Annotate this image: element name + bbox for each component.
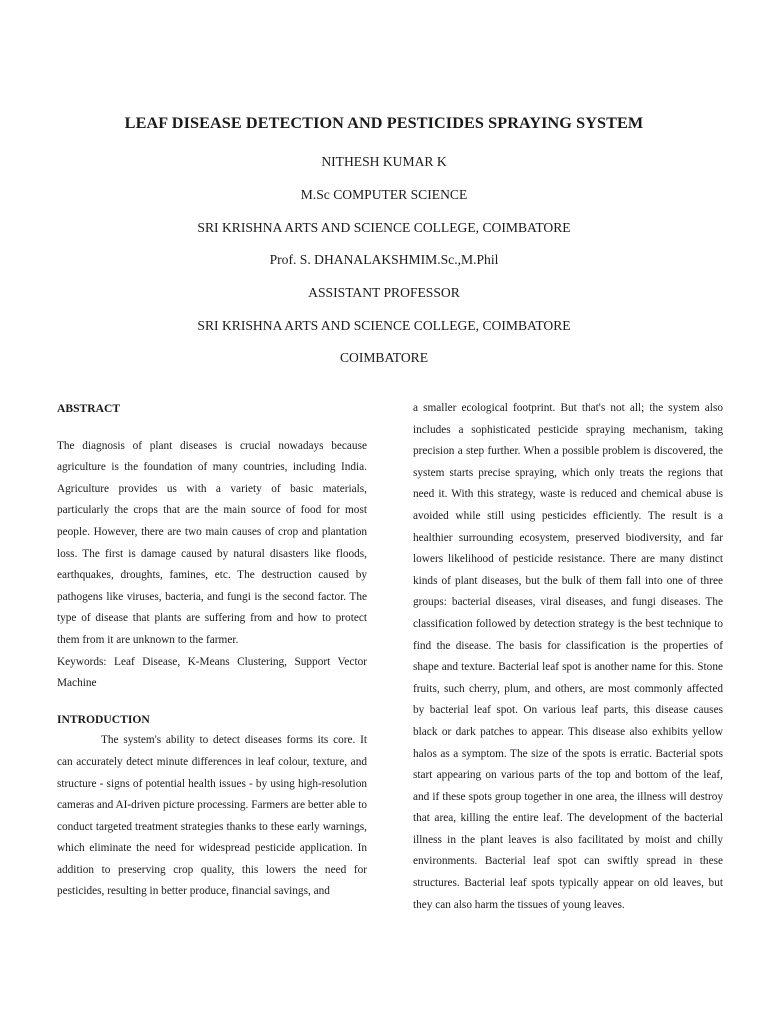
author-degree: M.Sc COMPUTER SCIENCE xyxy=(300,187,468,202)
abstract-paragraph: The diagnosis of plant diseases is crucial nowadays because agriculture is the foundation of many countries, including India. Agriculture provides us with a variety of basic materials, particularly the crops that are the main source of food for most people. However, there are two main causes of crop and plantation loss. The first is damage caused by natural disasters like floods, earthquakes, droughts, famines, etc. The destruction caused by pathogens like viruses, bacteria, and fungi is the second factor. The type of disease that plants are suffering from and how to protect them from it are unknown to the farmer. xyxy=(57,439,367,646)
introduction-paragraph: The system's ability to detect diseases forms its core. It can accurately detect minute differences in leaf colour, texture, and structure - signs of potential health issues - by using high-resolution cameras and AI-driven picture processing. Farmers are better able to conduct targeted treatment strategies thanks to these early warnings, which eliminate the need for widespread pesticide application. In addition to preserving crop quality, this lowers the need for pesticides, resulting in better produce, financial savings, and xyxy=(57,734,367,898)
author-name: NITHESH KUMAR K xyxy=(321,154,447,169)
paper-title: LEAF DISEASE DETECTION AND PESTICIDES SPRAYING SYSTEM xyxy=(124,114,644,132)
author-institution: SRI KRISHNA ARTS AND SCIENCE COLLEGE, COIMBATORE xyxy=(197,220,571,235)
guide-name: Prof. S. DHANALAKSHMIM.Sc.,M.Phil xyxy=(269,252,499,267)
introduction-heading: INTRODUCTION xyxy=(57,712,150,726)
guide-designation: ASSISTANT PROFESSOR xyxy=(308,285,460,300)
guide-institution: SRI KRISHNA ARTS AND SCIENCE COLLEGE, COIMBATORE xyxy=(197,318,571,333)
right-column-paragraph: a smaller ecological footprint. But that's not all; the system also includes a sophisticated pesticide spraying mechanism, taking precision a step further. When a possible problem is discovered, the system starts precise spraying, which only treats the regions that need it. With this strategy, waste is reduced and chemical abuse is avoided while still using pesticides efficiently. The result is a healthier surrounding ecosystem, preserved biodiversity, and far lowers likelihood of pesticide resistance. There are many distinct kinds of plant diseases, but the bulk of them fall into one of three groups: bacterial diseases, viral diseases, and fungi diseases. The classification followed by detection strategy is the best technique to find the disease. The basis for classification is the properties of shape and texture. Bacterial leaf spot is another name for this. Stone fruits, such cherry, plum, and others, are most commonly affected by bacterial leaf spot. On various leaf parts, this disease causes black or dark patches to appear. This disease also exhibits yellow halos as a symptom. The size of the spots is erratic. Bacterial spots start appearing on various parts of the top and bottom of the leaf, and if these spots group together in one area, the illness will destroy that area, killing the entire leaf. The development of the bacterial illness in the plant leaves is also facilitated by moist and chilly environments. Bacterial leaf spot can swiftly spread in these structures. Bacterial leaf spots typically appear on old leaves, but they can also harm the tissues of young leaves. xyxy=(413,402,723,911)
keywords-paragraph: Keywords: Leaf Disease, K-Means Clustering, Support Vector Machine xyxy=(57,655,367,690)
location: COIMBATORE xyxy=(339,350,429,365)
abstract-heading: ABSTRACT xyxy=(57,402,121,415)
right-column xyxy=(413,398,723,916)
left-column xyxy=(57,398,367,903)
